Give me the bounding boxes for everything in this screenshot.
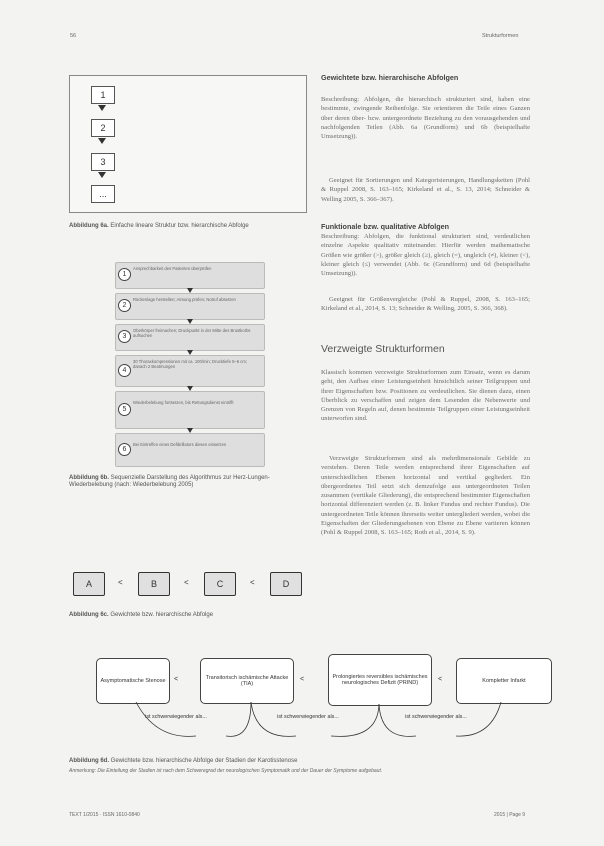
section-body-weighted: Beschreibung: Abfolgen, die hierarchisch strukturiert sind, haben eine bestimmte, zwingende Reihenfolge. Sie orientieren die Teile eines Ganzen über deren über- bzw. untergeordnete Beziehung zu den vorausgehenden und nachfolgenden Teilen (Abb. 6a (Grundform) und 6b (beispielhafte Umsetzung)). <box>321 96 530 141</box>
step-number: 2 <box>118 299 131 312</box>
caption-text: Gewichtete bzw. hierarchische Abfolge <box>110 612 214 618</box>
algorithm-step-1 <box>115 262 265 289</box>
algorithm-step-5 <box>115 391 265 429</box>
step-text: Bei Eintreffen eines Defibrillators diesen einsetzen <box>133 442 227 447</box>
section-use-weighted: Geeignet für Sortierungen und Kategorisierungen, Handlungsketten (Pohl & Ruppel 2008, S. 163–165; Kirkeland et al., S. 13, 2014; Schneider & Welling 2005, S. 366–367). <box>321 177 530 203</box>
section-body-branched-2: Verzweigte Strukturformen sind als mehrdimensionale Gebilde zu verstehen. Deren Teile werden entsprechend ihrer Eigenschaften auf unterschiedlichen Ebenen horizontal und vertikal gegliedert. Ein übergeordnetes Teil setzt sich demzufolge aus untergeordneten Teilen zusammen (vertikale Gliederung), die entsprechend bestimmter Eigenschaften horizontal differenziert werden (z. B. linker Fundus und rechter Fundus). Die untergeordneten Teile können ihrerseits weiter untergliedert werden, wobei die Eigenschaften der Gliederungsebenen von Ebene zu Ebene variieren können (Pohl & Ruppel 2008, S. 163–165; Roth et al., 2014, S. 9). <box>321 455 530 537</box>
step-number: 1 <box>118 268 131 281</box>
page-number: 56 <box>70 33 77 39</box>
caption-label: Abbildung 6d. <box>69 758 109 764</box>
stage-box-prind: Prolongiertes reversibles ischämisches neurologisches Defizit (PRIND) <box>328 654 432 706</box>
algorithm-step-2 <box>115 293 265 320</box>
figure-6c-caption <box>69 612 309 619</box>
footer-right: 2015 | Page 9 <box>494 812 526 818</box>
less-than-sign: < <box>118 578 123 587</box>
curve-label: ist schwerwiegender als... <box>405 714 467 720</box>
less-than-sign: < <box>250 578 255 587</box>
footer-left: TEXT 1/2015 · ISSN 1610-0840 <box>69 812 140 818</box>
figure-6b-caption <box>69 475 309 490</box>
section-heading-weighted: Gewichtete bzw. hierarchische Abfolgen <box>321 73 459 82</box>
caption-text: Einfache lineare Struktur bzw. hierarchische Abfolge <box>110 223 249 229</box>
step-number: 5 <box>118 403 131 416</box>
comparison-curves <box>96 700 556 748</box>
step-text: Wiederbelebung fortsetzen, bis Rettungsdienst eintrifft <box>133 400 234 405</box>
step-text: 30 Thoraxkompressionen mit ca. 100/min; Drucktiefe 5–6 cm; danach 2 Beatmungen <box>133 359 247 369</box>
sequence-box-2: 2 <box>91 119 115 137</box>
curve-label: ist schwerwiegender als... <box>277 714 339 720</box>
algorithm-step-6 <box>115 433 265 467</box>
figure-6a-caption <box>69 223 309 230</box>
section-body-functional: Beschreibung: Abfolgen, die funktional strukturiert sind, verdeutlichen einzelne Aspekte qualitativ miteinander. Hierfür werden mathematische Größen wie größer (>), größer gleich (≥), gleich (=), ungleich (≠), kleiner (<), kleiner gleich (≤) verwendet (Abb. 6c (Grundform) und 6d (beispielhafte Umsetzung)). <box>321 233 530 278</box>
step-number: 3 <box>118 330 131 343</box>
comparison-box-b: B <box>138 572 170 596</box>
step-text: Oberkörper freimachen; Druckpunkt in der Mitte des Brustkorbs aufsuchen <box>133 328 251 338</box>
figure-6d-caption <box>69 758 539 765</box>
figure-6d-note: Anmerkung: Die Einteilung der Stadien ist nach dem Schweregrad der neurologischen Symptomatik und der Dauer der Symptome aufgebaut. <box>69 768 383 774</box>
arrow-down-icon <box>98 105 106 111</box>
caption-label: Abbildung 6c. <box>69 612 109 618</box>
sequence-box-3: 3 <box>91 153 115 171</box>
section-use-functional: Geeignet für Größenvergleiche (Pohl & Ruppel, 2008, S. 163–165; Kirkeland et al., 2014, S. 13; Schneider & Welling, 2005, S. 366, 368). <box>321 296 530 313</box>
less-than-sign: < <box>174 676 179 683</box>
step-text: Ansprechbarkeit des Patienten überprüfen <box>133 266 212 271</box>
caption-label: Abbildung 6b. <box>69 475 109 481</box>
curve-line <box>226 702 251 736</box>
sequence-box-ellipsis: ... <box>91 185 115 203</box>
step-text: Rückenlage herstellen; Atmung prüfen; Notruf absetzen <box>133 297 236 302</box>
less-than-sign: < <box>184 578 189 587</box>
section-heading-branched: Verzweigte Strukturformen <box>321 343 445 355</box>
sequence-box-1: 1 <box>91 86 115 104</box>
stage-box-tia: Transitorisch ischämische Attacke (TIA) <box>200 658 294 704</box>
caption-text: Sequenzielle Darstellung des Algorithmus zur Herz-Lungen-Wiederbelebung (nach: Wiederbelebung 2005) <box>69 475 270 489</box>
algorithm-step-4 <box>115 355 265 387</box>
algorithm-step-3 <box>115 324 265 351</box>
less-than-sign: < <box>300 676 305 683</box>
arrow-down-icon <box>98 138 106 144</box>
less-than-sign: < <box>438 676 443 683</box>
caption-label: Abbildung 6a. <box>69 223 109 229</box>
comparison-box-d: D <box>270 572 302 596</box>
stage-box-infarct: Kompletter Infarkt <box>456 658 552 704</box>
comparison-box-a: A <box>73 572 105 596</box>
stage-box-asymptomatic: Asymptomatische Stenose <box>96 658 170 704</box>
step-number: 6 <box>118 443 131 456</box>
step-number: 4 <box>118 364 131 377</box>
comparison-box-c: C <box>204 572 236 596</box>
section-body-branched: Klassisch kommen verzweigte Strukturformen zum Einsatz, wenn es darum geht, den Aufbau einer Leistungseinheit hinsichtlich seiner Teilgruppen und ihrer Eigenschaften bzw. Positionen zu verdeutlichen. Sie dienen dazu, einen Überblick zu verschaffen und zeigen dem Lesenden die Nebenwerte und Grenzen von Regeln auf, denen bestimmte Teilgruppen einer Leistungseinheit unterworfen sind. <box>321 369 530 423</box>
curve-label: ist schwerwiegender als... <box>145 714 207 720</box>
arrow-down-icon <box>98 172 106 178</box>
running-header: Strukturformen <box>482 33 519 39</box>
caption-text: Gewichtete bzw. hierarchische Abfolge der Stadien der Karotisstenose <box>110 758 298 764</box>
section-heading-functional: Funktionale bzw. qualitative Abfolgen <box>321 222 450 231</box>
